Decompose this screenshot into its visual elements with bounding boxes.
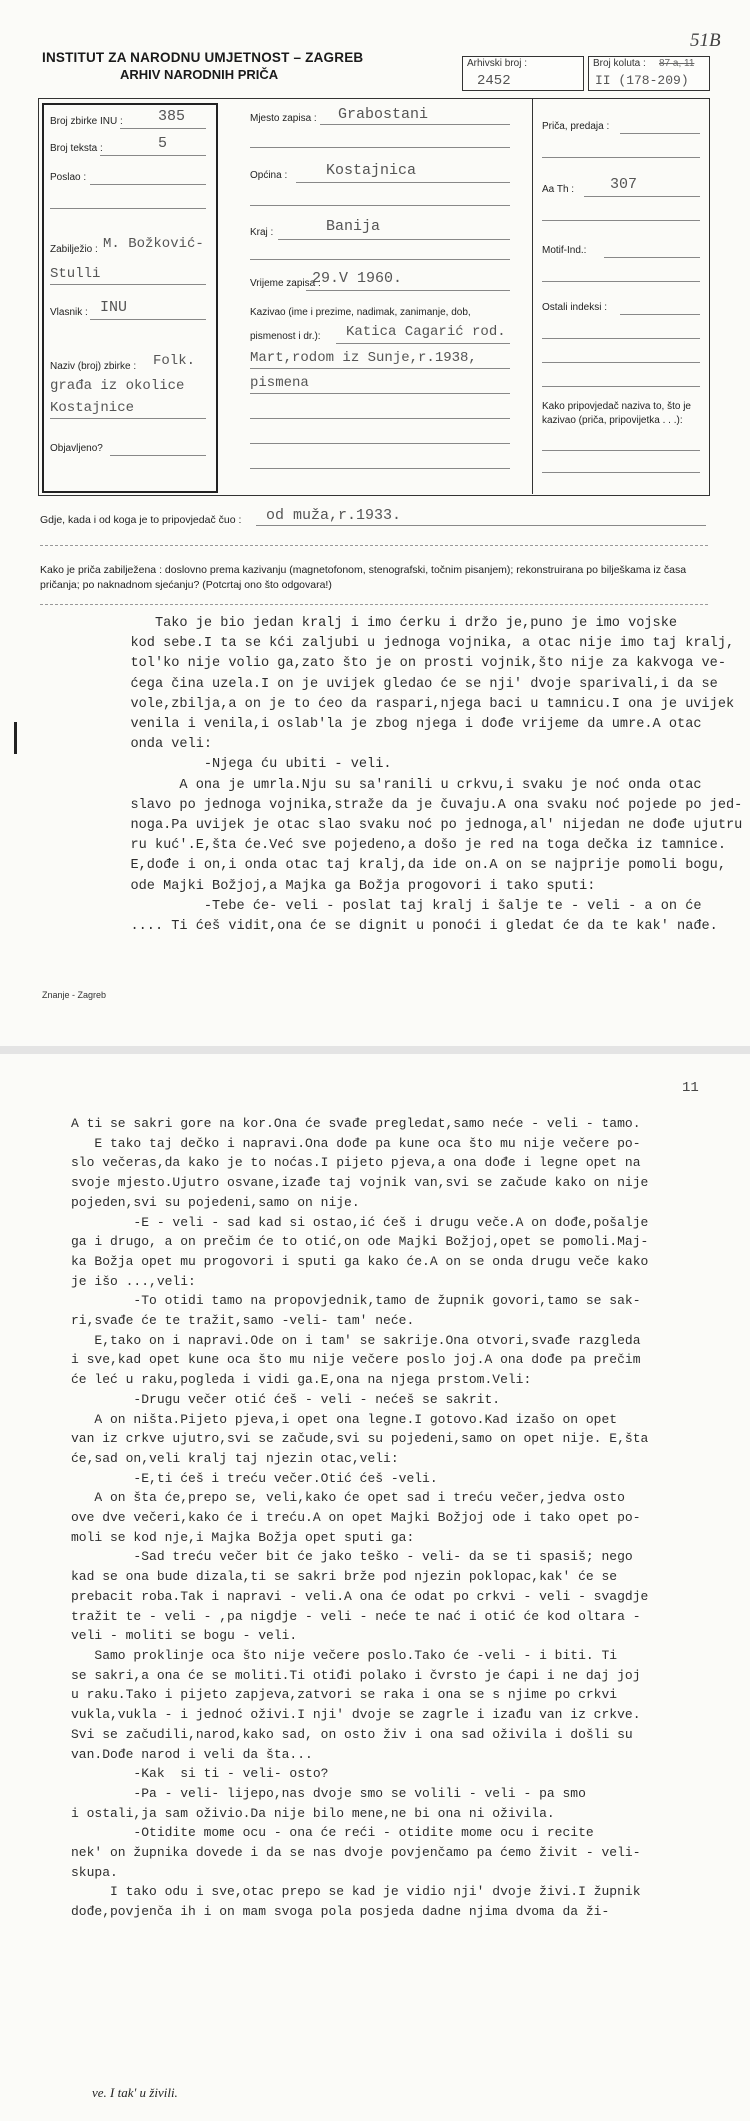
text-line: van iz crkve ujutro,svi se začude,svi su pojedeni,samo on opet nije. E,šta bbox=[71, 1431, 649, 1447]
text-no-label: Broj teksta : bbox=[50, 143, 103, 154]
text-line: ćega čina uzela.I on je uvijek gledao će se nji' dvoje sparivali,i da se bbox=[106, 676, 718, 692]
recorder-label: Zabilježio : bbox=[50, 244, 98, 255]
aath-value: 307 bbox=[610, 176, 638, 193]
text-line: -E,ti ćeš i treću večer.Otić ćeš -veli. bbox=[71, 1470, 438, 1486]
institute-title: INSTITUT ZA NARODNU UMJETNOST – ZAGREB bbox=[42, 50, 364, 65]
text-line: -Tebe će- veli - poslat taj kralj i šalje te - veli - a on će bbox=[106, 898, 702, 914]
reel-number-value: II (178-209) bbox=[595, 73, 689, 88]
heard-from-label: Gdje, kada i od koga je to pripovjedač čuo : bbox=[40, 514, 242, 526]
motif-label: Motif-Ind.: bbox=[542, 245, 587, 256]
text-line: vole,zbilja,a on je to ćeo da raspari,njega baci u tamnicu.I ona je uvijek bbox=[106, 696, 735, 712]
narrator-value-1: Katica Cagarić rod. bbox=[346, 324, 506, 340]
text-line: je išo ...,veli: bbox=[71, 1273, 196, 1289]
page-gap bbox=[0, 1046, 750, 1054]
published-label: Objavljeno? bbox=[50, 443, 103, 454]
text-line: ga i drugo, a on prečim će to otić,on ode Majki Božjoj,opet se pomoli.Maj- bbox=[71, 1234, 649, 1250]
reel-number-struck: 87 a, 11 bbox=[659, 58, 695, 69]
municipality-label: Općina : bbox=[250, 170, 288, 181]
text-line: tol'ko nije volio ga,zato što je on prosti vojnik,što nije za kakvoga ve- bbox=[106, 656, 726, 672]
text-line: -Otidite mome ocu - ona će reći - otidite mome ocu i recite bbox=[71, 1825, 594, 1841]
text-line: prebacit roba.Tak i napravi - veli.A ona će odat po crkvi - veli - svagdje bbox=[71, 1588, 649, 1604]
text-line: -Pa - veli- lijepo,nas dvoje smo se volili - veli - pa smo bbox=[71, 1785, 586, 1801]
archive-number-box bbox=[462, 56, 584, 91]
other-index-label: Ostali indeksi : bbox=[542, 302, 608, 313]
text-line: A ona je umrla.Nju su sa'ranili u crkvu,i svaku je noć onda otac bbox=[106, 777, 702, 793]
narrator-value-2: Mart,rodom iz Sunje,r.1938, bbox=[250, 350, 477, 366]
text-line: onda veli: bbox=[106, 737, 213, 753]
text-line: ove dve večeri,kako će i treću.A on opet Majki Božjoj ode i tako opet po- bbox=[71, 1510, 641, 1526]
text-line: noga.Pa uvijek je otac slao svaku noć po jednoga,al' nijedan ne dođe ujutru bbox=[106, 818, 743, 834]
text-line: ode Majki Božjoj,a Majka ga Božja progovori i tako sputi: bbox=[106, 878, 596, 894]
date-value: 29.V 1960. bbox=[312, 270, 403, 287]
reel-number-label: Broj koluta : bbox=[593, 58, 646, 69]
text-line: slavo po jednoga vojnika,straže da je čuvaju.A ona svaku noć pojede po jed- bbox=[106, 797, 743, 813]
story-text-page-1 bbox=[106, 614, 742, 937]
text-line: venila i venila,i oslab'la je zbog njega i dođe vrijeme da umre.A otac bbox=[106, 717, 702, 733]
text-line: van.Dođe narod i veli da šta... bbox=[71, 1746, 313, 1762]
text-line: E,tako on i napravi.Ode on i tam' se sakrije.Ona otvori,svađe razgleda bbox=[71, 1332, 641, 1348]
text-line: -E - veli - sad kad si ostao,ić ćeš i drugu veče.A on dođe,pošalje bbox=[71, 1214, 649, 1230]
text-line: nek' on župnika dovede i da se nas dvoje povjenčamo pa ćemo živit - veli- bbox=[71, 1845, 641, 1861]
story-page-2 bbox=[0, 1054, 750, 2121]
text-line: veli - moliti se bogu - veli. bbox=[71, 1628, 298, 1644]
handwritten-ending: ve. I tak' u živili. bbox=[92, 2085, 178, 2100]
text-line: tražit te - veli - ,pa nigdje - veli - neće te nać i otić će kod oltara - bbox=[71, 1608, 641, 1624]
text-line: A on šta će,prepo se, veli,kako će opet sad i treću večer,jedva osto bbox=[71, 1490, 625, 1506]
text-line: svoje mjesto.Ujutro osvane,izađe taj vojnik van,svi se začude kako on nije bbox=[71, 1175, 649, 1191]
text-line: -To otidi tamo na propovjednik,tamo de župnik govori,tamo se sak- bbox=[71, 1293, 641, 1309]
text-line: E tako taj dečko i napravi.Ona dođe pa kune oca što mu nije večere po- bbox=[71, 1135, 641, 1151]
text-line: E,dođe i on,i onda otac taj kralj,da ide on.A on se najprije pomoli bogu, bbox=[106, 858, 726, 874]
text-line: ka Božja opet mu progovori i sputi ga kako će.A on se onda drugu veče kako bbox=[71, 1253, 649, 1269]
narrator-label-1: Kazivao (ime i prezime, nadimak, zanimanje, dob, bbox=[250, 307, 471, 318]
text-line: i sve,kad opet kune oca što mu nije večere poslo joj.A ona dođe pa prečim bbox=[71, 1352, 641, 1368]
archive-card-page-1 bbox=[0, 0, 750, 1046]
archive-number-label: Arhivski broj : bbox=[467, 58, 528, 69]
text-line: I tako odu i sve,otac prepo se kad je vidio nji' dvoje živi.I župnik dođe,povjenča ih i on mam svoga pola posjeda dadne njima dvoma da ži- bbox=[71, 1884, 649, 1920]
text-line: se sakri,a ona će se moliti.Ti otiđi polako i čvrsto je ćapi i ne daj joj bbox=[71, 1667, 641, 1683]
text-line: u raku.Tako i pijeto zapjeva,zatvori se raka i ona se s njime po crkvi bbox=[71, 1687, 618, 1703]
archive-title: ARHIV NARODNIH PRIČA bbox=[120, 67, 279, 82]
region-value: Banija bbox=[326, 218, 381, 235]
text-line: A ti se sakri gore na kor.Ona će svađe pregledat,samo neće - veli - tamo. bbox=[71, 1116, 641, 1131]
archive-number-value: 2452 bbox=[477, 73, 511, 89]
aath-label: Aa Th : bbox=[542, 184, 575, 195]
collection-no-label: Broj zbirke INU : bbox=[50, 116, 123, 127]
text-line: kad se ona bude dizala,ti se sakri brže pod njezin poklopac,kak' će se bbox=[71, 1569, 618, 1585]
collection-name-value-2: građa iz okolice bbox=[50, 378, 185, 394]
text-line: i ostali,ja sam oživio.Da nije bilo mene,ne bi ona ni oživila. bbox=[71, 1805, 555, 1821]
text-line: pojeden,svi su pojedeni,samo on nije. bbox=[71, 1194, 360, 1210]
text-line: Samo proklinje oca što nije večere poslo.Tako će -veli - i biti. Ti bbox=[71, 1647, 618, 1663]
recording-method-instructions: Kako je priča zabilježena : doslovno prema kazivanju (magnetofonom, stenografski, točnim pisanjem); rekonstruirana po bilješkama iz časa pričanja; po naknadnom sjećanju? (Potcrtaj ono što odgovara!) bbox=[40, 564, 687, 591]
text-line: .... Ti ćeš vidit,ona će se dignit u ponoći i gledat će da te kak' nađe. bbox=[106, 919, 718, 935]
text-line: Tako je bio jedan kralj i imo ćerku i držo je,puno je imo vojske bbox=[106, 616, 678, 631]
text-line: -Njega ću ubiti - veli. bbox=[106, 757, 392, 773]
recorder-value-1: M. Božković- bbox=[103, 236, 204, 252]
narrator-label-2: pismenost i dr.): bbox=[250, 331, 321, 342]
text-line: skupa. bbox=[71, 1864, 118, 1880]
place-value: Grabostani bbox=[338, 106, 429, 123]
collection-name-label: Naziv (broj) zbirke : bbox=[50, 361, 137, 372]
text-line: kod sebe.I ta se kći zaljubi u jednoga vojnika, a otac nije imo taj kralj, bbox=[106, 636, 735, 652]
story-text-page-2 bbox=[71, 1114, 681, 1922]
heard-from-value: od muža,r.1933. bbox=[266, 507, 402, 524]
text-line: -Sad treću večer bit će jako teško - veli- da se ti spasiš; nego bbox=[71, 1549, 633, 1565]
sender-label: Poslao : bbox=[50, 172, 87, 183]
text-no-value: 5 bbox=[158, 135, 168, 152]
collection-frame bbox=[42, 103, 218, 493]
owner-value: INU bbox=[100, 299, 128, 316]
collection-no-value: 385 bbox=[158, 108, 186, 125]
date-label: Vrijeme zapisa : bbox=[250, 278, 321, 289]
text-line: moli se kod nje,i Majka Božja opet sputi ga: bbox=[71, 1529, 415, 1545]
text-line: će,sad on,veli kralj taj njezin otac,veli: bbox=[71, 1450, 399, 1466]
text-line: ru kuć'.E,šta će.Već sve pojedeno,a došo je red na toga dečka iz tamnice. bbox=[106, 838, 726, 854]
owner-label: Vlasnik : bbox=[50, 307, 88, 318]
text-line: ri,svađe će te tražit,samo -veli- tam' neće. bbox=[71, 1313, 415, 1329]
recorder-value-2: Stulli bbox=[50, 266, 101, 282]
narrator-value-3: pismena bbox=[250, 375, 309, 391]
printer-note: Znanje - Zagreb bbox=[42, 990, 107, 1000]
corner-mark: 51B bbox=[690, 30, 721, 51]
margin-mark bbox=[14, 722, 17, 754]
place-label: Mjesto zapisa : bbox=[250, 113, 317, 124]
municipality-value: Kostajnica bbox=[326, 162, 417, 179]
collection-name-value-3: Kostajnice bbox=[50, 400, 135, 416]
text-line: slo večeras,da kako je to noćas.I pijeto pjeva,a ona dođe i legne opet na bbox=[71, 1155, 641, 1171]
story-label: Priča, predaja : bbox=[542, 121, 610, 132]
text-line: -Kak si ti - veli- osto? bbox=[71, 1766, 329, 1782]
text-line: Svi se začudili,narod,kako sad, on osto živ i ona sad oživila i došli su bbox=[71, 1726, 633, 1742]
text-line: vukla,vukla - i jednoć oživi.I nji' dvoje se zagrle i izađu van iz crkve. bbox=[71, 1707, 641, 1723]
text-line: A on ništa.Pijeto pjeva,i opet ona legne.I gotovo.Kad izašo on opet bbox=[71, 1411, 618, 1427]
region-label: Kraj : bbox=[250, 227, 274, 238]
page-number: 11 bbox=[682, 1080, 699, 1096]
reel-number-box bbox=[588, 56, 710, 91]
collection-name-value-1: Folk. bbox=[153, 353, 196, 369]
narrator-name-label: Kako pripovjedač naziva to, što je kazivao (priča, pripovijetka . . .): bbox=[542, 401, 691, 426]
text-line: će leć u raku,pogleda i vidi ga.E,ona na njega prstom.Veli: bbox=[71, 1372, 532, 1388]
text-line: -Drugu večer otić ćeš - veli - nećeš se sakrit. bbox=[71, 1391, 501, 1407]
